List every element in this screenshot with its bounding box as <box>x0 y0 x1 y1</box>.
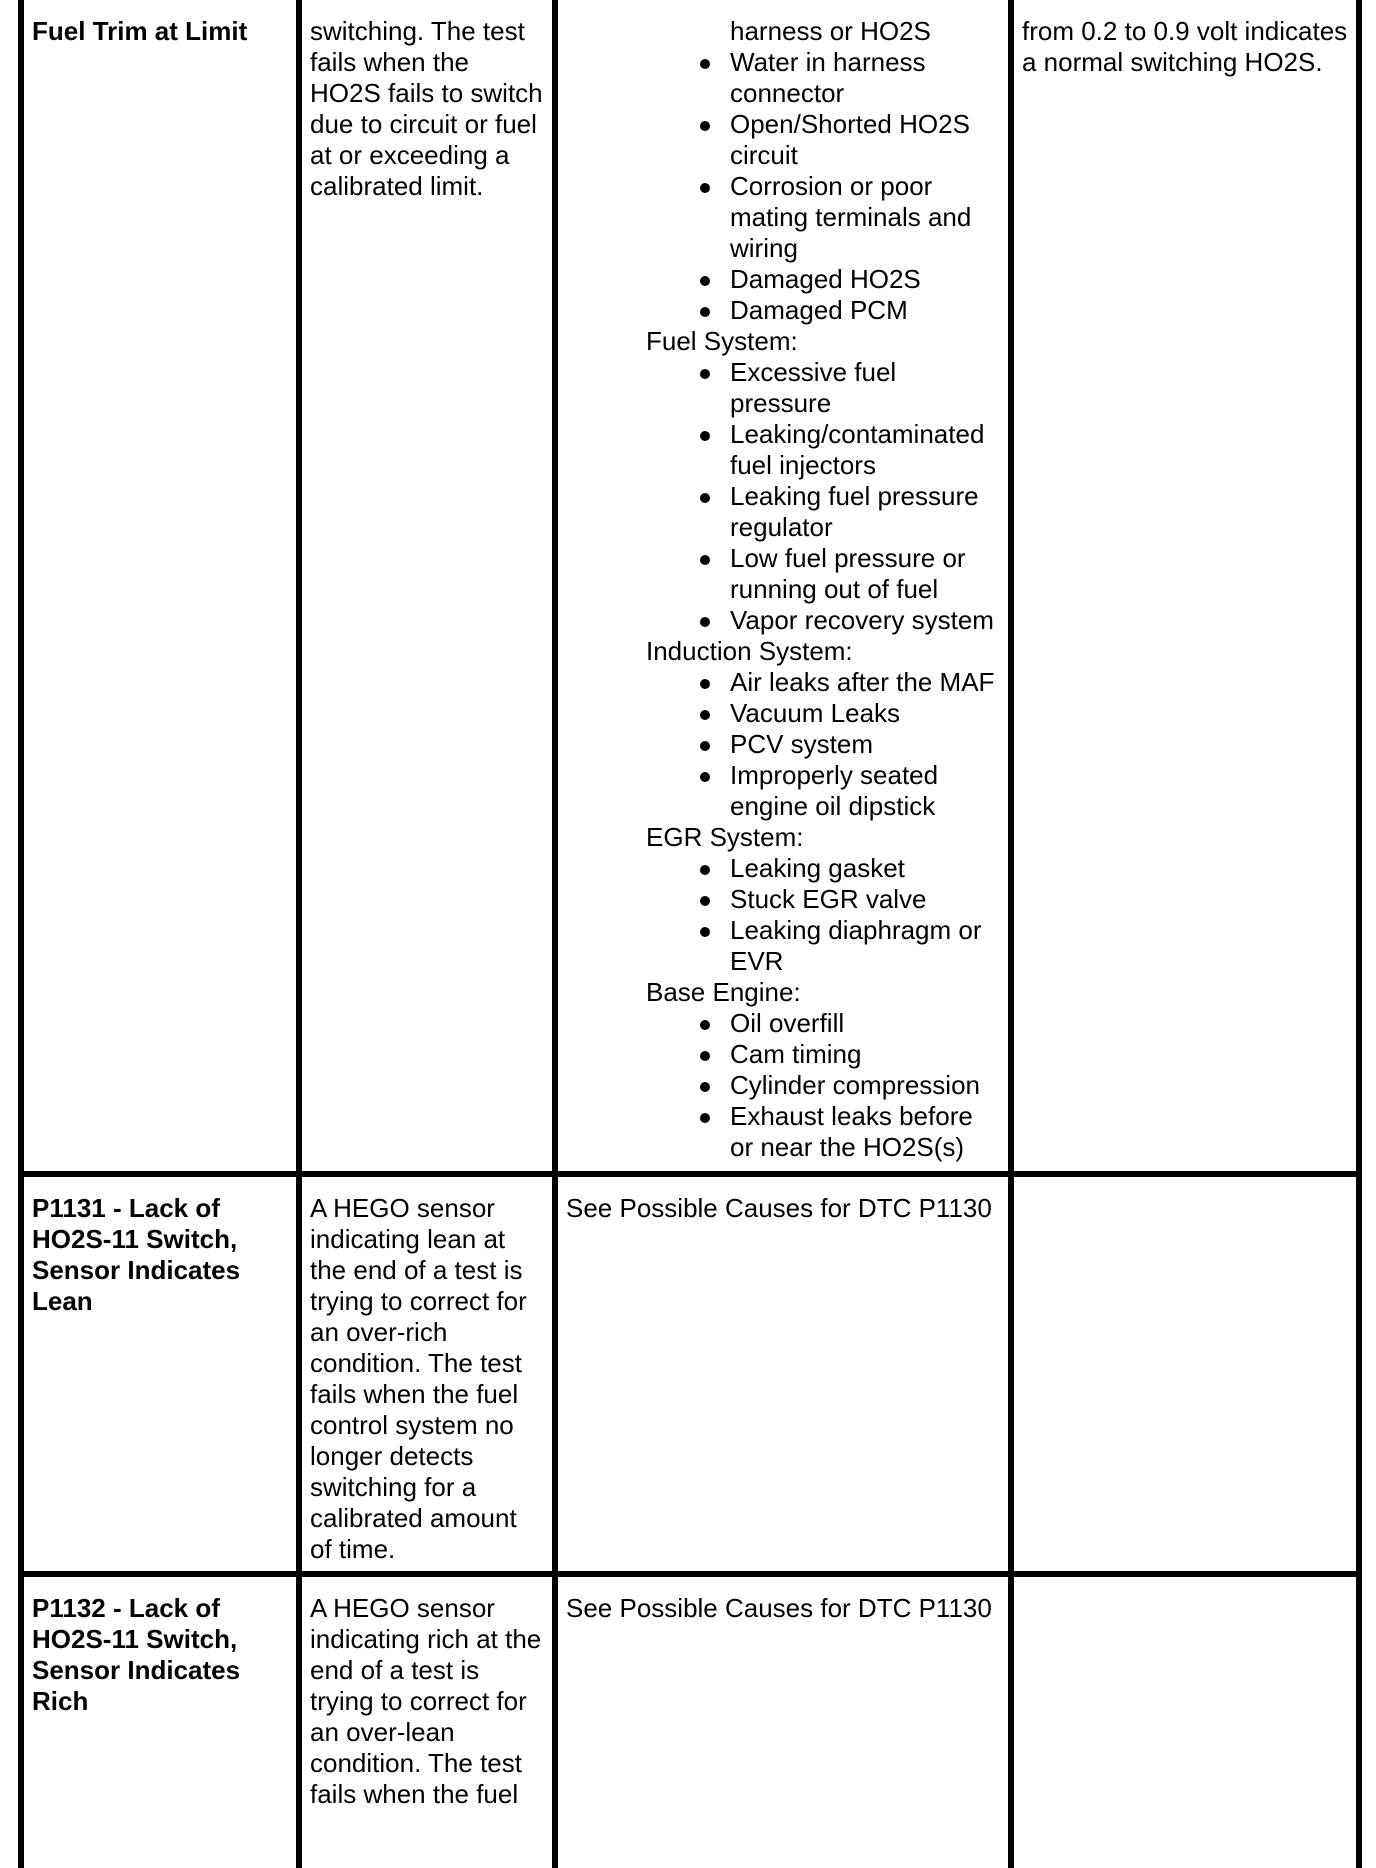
list-item: Damaged PCM <box>730 295 1000 326</box>
diagnostic-aids-cell: from 0.2 to 0.9 volt indicates a normal switching HO2S. <box>1011 0 1359 1174</box>
list-item: Oil overfill <box>730 1008 1000 1039</box>
list-item: Vacuum Leaks <box>730 698 1000 729</box>
cause-group-fuel-system <box>646 326 1000 636</box>
group-heading: EGR System: <box>646 822 804 852</box>
list-item: harness or HO2S <box>730 16 931 46</box>
list-item: Improperly seated engine oil dipstick <box>730 760 1000 822</box>
cause-group-base-engine <box>646 977 1000 1163</box>
list-item: Open/Shorted HO2S circuit <box>730 109 1000 171</box>
table-row <box>21 1174 1359 1574</box>
possible-causes-cell: See Possible Causes for DTC P1130 <box>555 1174 1011 1574</box>
cause-group-induction-system <box>646 636 1000 822</box>
dtc-code-cell: P1132 - Lack of HO2S-11 Switch, Sensor Indicates Rich <box>21 1574 299 1868</box>
list-item: Water in harness connector <box>730 47 1000 109</box>
description-cell: A HEGO sensor indicating rich at the end of a test is trying to correct for an over-lean condition. The test fails when the fuel <box>299 1574 555 1868</box>
list-item: Damaged HO2S <box>730 264 1000 295</box>
cause-group-egr-system <box>646 822 1000 977</box>
list-item: Leaking/contaminated fuel injectors <box>730 419 1000 481</box>
group-heading: Induction System: <box>646 636 853 666</box>
list-item: PCV system <box>730 729 1000 760</box>
list-item: Leaking diaphragm or EVR <box>730 915 1000 977</box>
description-cell: A HEGO sensor indicating lean at the end of a test is trying to correct for an over-rich condition. The test fails when the fuel control system no longer detects switching for a calibrated amount of time. <box>299 1174 555 1574</box>
list-item: Leaking fuel pressure regulator <box>730 481 1000 543</box>
dtc-code-cell: P1131 - Lack of HO2S-11 Switch, Sensor Indicates Lean <box>21 1174 299 1574</box>
table-row <box>21 1574 1359 1868</box>
list-item: Air leaks after the MAF <box>730 667 1000 698</box>
table-row <box>21 0 1359 1174</box>
continued-causes-list <box>566 16 1000 326</box>
possible-causes-cell <box>555 0 1011 1174</box>
possible-causes-cell: See Possible Causes for DTC P1130 <box>555 1574 1011 1868</box>
diagnostic-aids-cell <box>1011 1574 1359 1868</box>
list-item: Low fuel pressure or running out of fuel <box>730 543 1000 605</box>
list-item: Vapor recovery system <box>730 605 1000 636</box>
list-item: Corrosion or poor mating terminals and wiring <box>730 171 1000 264</box>
dtc-code-cell: Fuel Trim at Limit <box>21 0 299 1174</box>
list-item: Leaking gasket <box>730 853 1000 884</box>
list-item: Excessive fuel pressure <box>730 357 1000 419</box>
group-heading: Base Engine: <box>646 977 801 1007</box>
group-heading: Fuel System: <box>646 326 798 356</box>
description-cell: switching. The test fails when the HO2S fails to switch due to circuit or fuel at or exceeding a calibrated limit. <box>299 0 555 1174</box>
diagnostic-aids-cell <box>1011 1174 1359 1574</box>
list-item: Cam timing <box>730 1039 1000 1070</box>
list-item: Exhaust leaks before or near the HO2S(s) <box>730 1101 1000 1163</box>
list-item: Stuck EGR valve <box>730 884 1000 915</box>
dtc-table <box>18 0 1362 1868</box>
list-item: Cylinder compression <box>730 1070 1000 1101</box>
